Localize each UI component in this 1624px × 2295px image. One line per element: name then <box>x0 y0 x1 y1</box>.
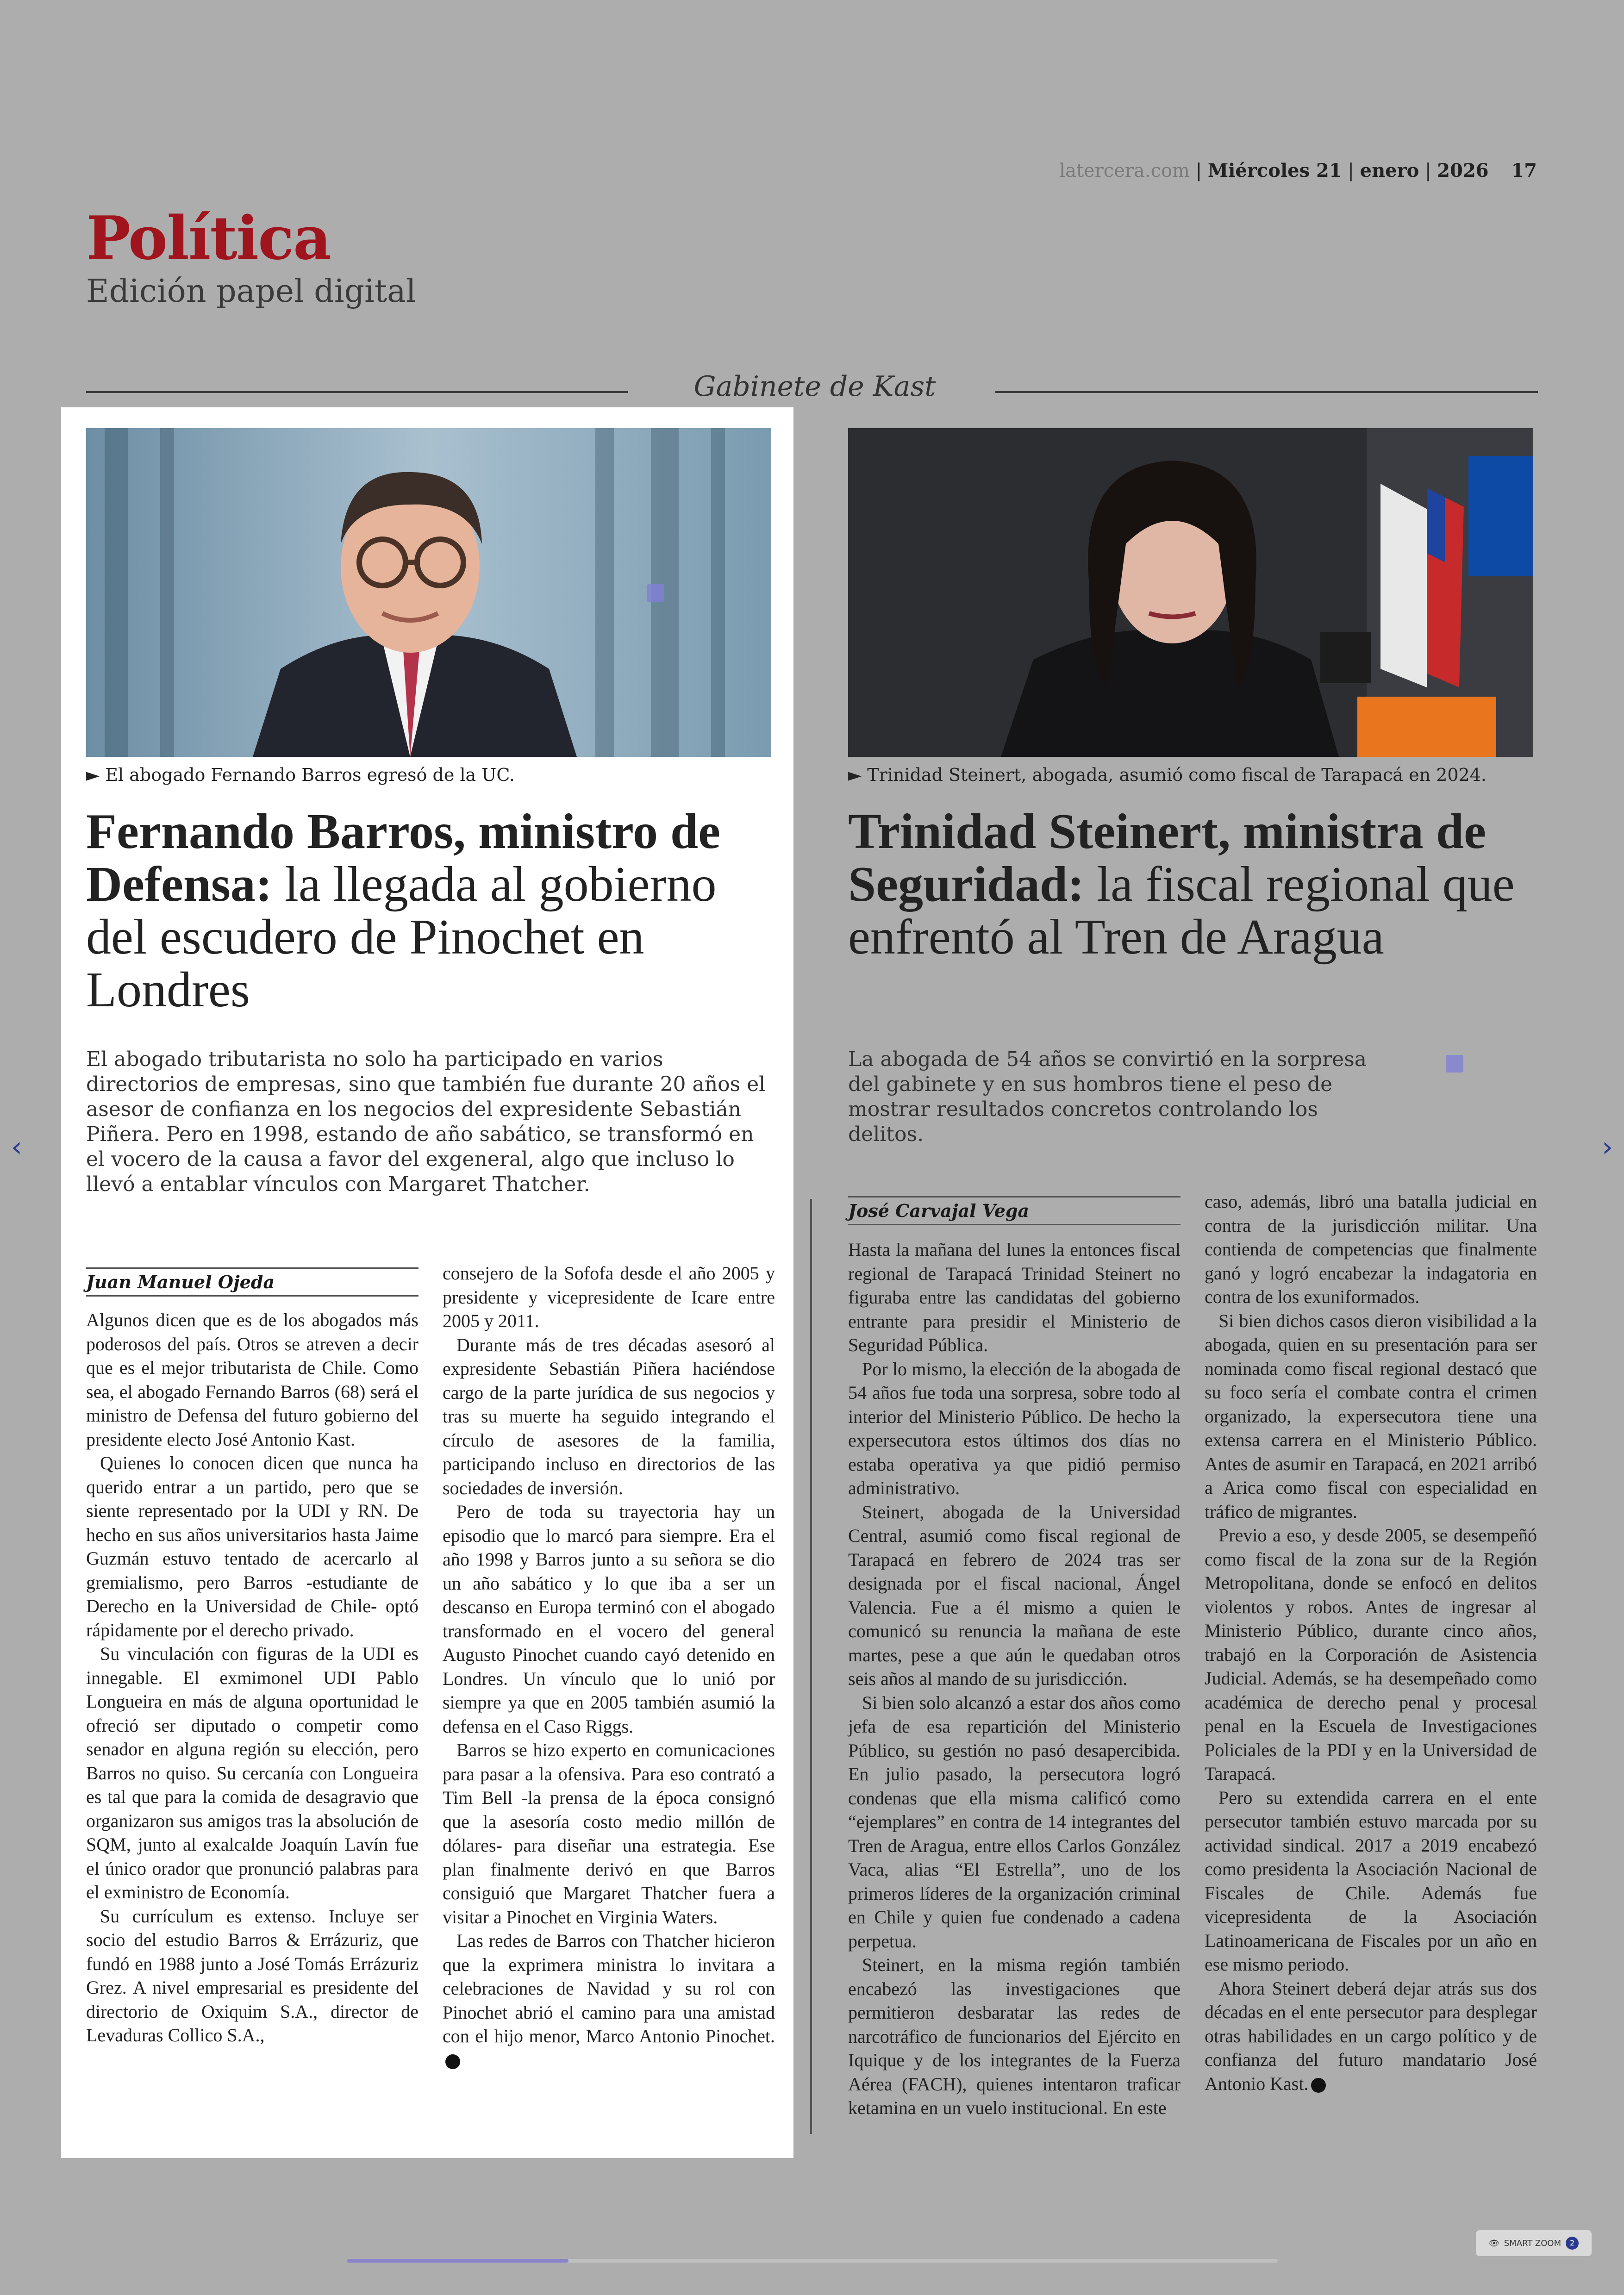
photo-fernando-barros <box>86 428 771 757</box>
portrait-illustration <box>86 428 771 757</box>
page-progress-fill <box>347 2259 568 2263</box>
smart-zoom-label: SMART ZOOM <box>1504 2238 1562 2248</box>
page-header-line <box>1059 160 1537 181</box>
next-page-icon[interactable]: › <box>1602 1131 1613 1163</box>
end-mark-icon <box>445 2054 460 2069</box>
kicker: Gabinete de Kast <box>693 370 936 403</box>
headline-bold: Trinidad Steinert, ministra de Seguridad: <box>848 804 1487 912</box>
paragraph: Pero de toda su trayectoria hay un episodio que lo marcó para siempre. Era el año 1998 y Barros junto a su señora se dio un año sabático y lo que iba a ser un descanso en Europa terminó con el abogado transformado en el vocero del general Augusto Pinochet cuando cayó detenido en Londres. Un vínculo que lo unió por siempre ya que en 2005 también asumió la defensa en el Caso Riggs. <box>443 1501 775 1737</box>
paragraph <box>443 1929 775 2072</box>
column-divider <box>810 1199 812 2134</box>
paragraph: Su vinculación con figuras de la UDI es innegable. El exmimonel UDI Pablo Longueira en más de alguna oportunidad le ofreció ser diputado o competir como senador en alguna región su elección, pero Barros no quiso. Su cercanía con Longueira es tal que para la comida de desagravio que organizaron sus amigos tras la absolución de SQM, junto al exalcalde Joaquín Lavín fue el único orador que pronunció palabras para el exministro de Economía. <box>86 1643 418 1902</box>
paragraph: Durante más de tres décadas asesoró al expresidente Sebastián Piñera haciéndose cargo de la parte jurídica de sus negocios y tras su muerte ha seguido integrando el círculo de asesores de la familia, participando incluso en directorios de las sociedades de inversión. <box>443 1334 775 1498</box>
photo-caption: ► Trinidad Steinert, abogada, asumió como fiscal de Tarapacá en 2024. <box>848 765 1487 785</box>
headline-rest: la llegada al gobierno del escudero de Pinochet en Londres <box>86 857 717 1017</box>
paragraph <box>1205 1977 1537 2096</box>
header-date: Miércoles 21 <box>1207 160 1342 181</box>
section-subtitle: Edición papel digital <box>86 273 416 310</box>
article-column-1 <box>848 1238 1181 2120</box>
hotspot-marker[interactable] <box>647 584 664 602</box>
portrait-illustration <box>848 428 1533 757</box>
kicker-rule-right <box>995 391 1538 393</box>
separator: | <box>1425 160 1431 181</box>
paragraph: Si bien dichos casos dieron visibilidad a la abogada, quien en su presentación para ser nominada como fiscal regional destacó que su foco sería el combate contra el crimen organizado, la expersecutora tiene una extensa carrera en el Ministerio Público. Antes de asumir en Tarapacá, en 2021 arribó a Arica como fiscal con especialidad en tráfico de migrantes. <box>1205 1310 1537 1522</box>
separator: | <box>1195 160 1202 181</box>
headline-rest: la fiscal regional que enfrentó al Tren de Aragua <box>848 857 1515 965</box>
hotspot-marker[interactable] <box>1446 1055 1463 1073</box>
headline[interactable] <box>86 805 776 1017</box>
paragraph: Algunos dicen que es de los abogados más poderosos del país. Otros se atreven a decir que es el mejor tributarista de Chile. Como sea, el abogado Fernando Barros (68) será el ministro de Defensa del futuro gobierno del presidente electo José Antonio Kast. <box>86 1310 418 1450</box>
paragraph-text: Ahora Steinert deberá dejar atrás sus dos décadas en el ente persecutor para desplegar otras habilidades en un cargo político y de confianza del futuro mandatario José Antonio Kast. <box>1205 1977 1537 2094</box>
section-title: Política <box>86 204 331 273</box>
paragraph: Barros se hizo experto en comunicaciones para pasar a la ofensiva. Para eso contrató a Tim Bell -la prensa de la época consignó que la asesoría costo medio millón de dólares- para diseñar una estrategia. Ese plan finalmente derivó en que Barros consiguió que Margaret Thatcher fuera a visitar a Pinochet en Virginia Waters. <box>443 1740 775 1927</box>
paragraph: Si bien solo alcanzó a estar dos años como jefa de esa repartición del Ministerio Público, su gestión no pasó desapercibida. En julio pasado, la persecutora logró condenas que ella misma calificó como “ejemplares” en contra de 14 integrantes del Tren de Aragua, entre ellos Carlos González Vaca, alias “El Estrella”, uno de los primeros líderes de la organización criminal en Chile y quien fue condenado a cadena perpetua. <box>848 1692 1181 1952</box>
byline: Juan Manuel Ojeda <box>86 1267 418 1297</box>
page-number: 17 <box>1511 160 1537 181</box>
header-month: enero <box>1360 160 1419 181</box>
paragraph: Hasta la mañana del lunes la entonces fiscal regional de Tarapacá Trinidad Steinert no figuraba entre las candidatas del gobierno entrante para presidir el Ministerio de Seguridad Pública. <box>848 1239 1181 1355</box>
dek: La abogada de 54 años se convirtió en la sorpresa del gabinete y en sus hombros tiene el peso de mostrar resultados concretos controlando los delitos. <box>848 1048 1367 1146</box>
paragraph: Su currículum es extenso. Incluye ser socio del estudio Barros & Errázuriz, que fundó en 1988 junto a José Tomás Errázuriz Grez. A nivel empresarial es presidente del directorio de Oxiquim S.A., director de Levaduras Collico S.A., <box>86 1905 418 2046</box>
paragraph-text: Las redes de Barros con Thatcher hicieron que la exprimera ministra lo invitara a celebraciones de Navidad y su rol con Pinochet abrió el camino para una amistad con el hijo menor, Marco Antonio Pinochet. <box>443 1930 775 2046</box>
headline-bold: Fernando Barros, ministro de Defensa: <box>86 804 721 912</box>
article-column-1 <box>86 1308 418 2047</box>
headline[interactable] <box>848 805 1538 964</box>
article-column-2 <box>443 1261 775 2072</box>
byline: José Carvajal Vega <box>848 1196 1181 1225</box>
paragraph: Steinert, abogada de la Universidad Central, asumió como fiscal regional de Tarapacá en febrero de 2024 tras ser designada por el fiscal nacional, Ángel Valencia. Fue a él mismo a quien le comunicó su renuncia la mañana de este martes, pese a que aún le quedaban otros seis años al mando de su jurisdicción. <box>848 1501 1181 1689</box>
smart-zoom-button[interactable] <box>1476 2230 1592 2256</box>
header-year: 2026 <box>1437 160 1489 181</box>
paragraph: Previo a eso, y desde 2005, se desempeñó como fiscal de la zona sur de la Región Metropolitana, donde se enfocó en delitos violentos y robos. Antes de ingresar al Ministerio Público, durante cinco años, trabajó en la Corporación de Asistencia Judicial. Además, se ha desempeñado como académica de derecho penal y procesal penal en la Escuela de Investigaciones Policiales de la PDI y en la Universidad de Tarapacá. <box>1205 1525 1537 1784</box>
paragraph: Por lo mismo, la elección de la abogada de 54 años fue toda una sorpresa, sobre todo al interior del Ministerio Público. De hecho la expersecutora estos últimos dos días no estaba operativa ya que pidió permiso administrativo. <box>848 1358 1181 1498</box>
paragraph: consejero de la Sofofa desde el año 2005 y presidente y vicepresidente de Icare entre 2005 y 2011. <box>443 1263 775 1331</box>
article-column-2 <box>1205 1190 1537 2095</box>
paragraph: Pero su extendida carrera en el ente persecutor también estuvo marcada por su actividad sindical. 2017 a 2019 encabezó como presidenta la Asociación Nacional de Fiscales de Chile. Además fue vicepresidenta de la Asociación Latinoamericana de Fiscales por un año en ese mismo periodo. <box>1205 1787 1537 1975</box>
prev-page-icon[interactable]: ‹ <box>11 1131 22 1163</box>
paragraph: caso, además, libró una batalla judicial en contra de la jurisdicción militar. Una contienda de competencias que finalmente ganó y logró encabezar la indagatoria en contra de los exuniformados. <box>1205 1191 1537 1307</box>
paragraph: Quienes lo conocen dicen que nunca ha querido entrar a un partido, pero que se siente representado por la UDI y RN. De hecho en sus años universitarios hasta Jaime Guzmán estuvo tentado de acercarlo al gremialismo, pero Barros -estudiante de Derecho en la Universidad de Chile- optó rápidamente por el derecho privado. <box>86 1453 418 1640</box>
eye-icon: 👁 <box>1488 2238 1499 2248</box>
end-mark-icon <box>1311 2078 1326 2093</box>
site-name: latercera.com <box>1059 160 1190 181</box>
smart-zoom-badge: 2 <box>1566 2237 1579 2250</box>
kicker-rule-left <box>86 391 628 393</box>
paragraph: Steinert, en la misma región también encabezó las investigaciones que permitieron desbaratar las redes de narcotráfico de funcionarios del Ejército en Iquique y de los integrantes de la Fuerza Aérea (FACH), quienes intentaron traficar ketamina en un vuelo institucional. En este <box>848 1954 1181 2118</box>
separator: | <box>1348 160 1354 181</box>
dek: El abogado tributarista no solo ha participado en varios directorios de empresas, sino que también fue durante 20 años el asesor de confianza en los negocios del expresidente Sebastián Piñera. Pero en 1998, estando de año sabático, se transformó en el vocero de la causa a favor del exgeneral, algo que incluso lo llevó a entablar vínculos con Margaret Thatcher. <box>86 1048 766 1196</box>
photo-trinidad-steinert <box>848 428 1533 757</box>
photo-caption: ► El abogado Fernando Barros egresó de la UC. <box>86 765 515 785</box>
